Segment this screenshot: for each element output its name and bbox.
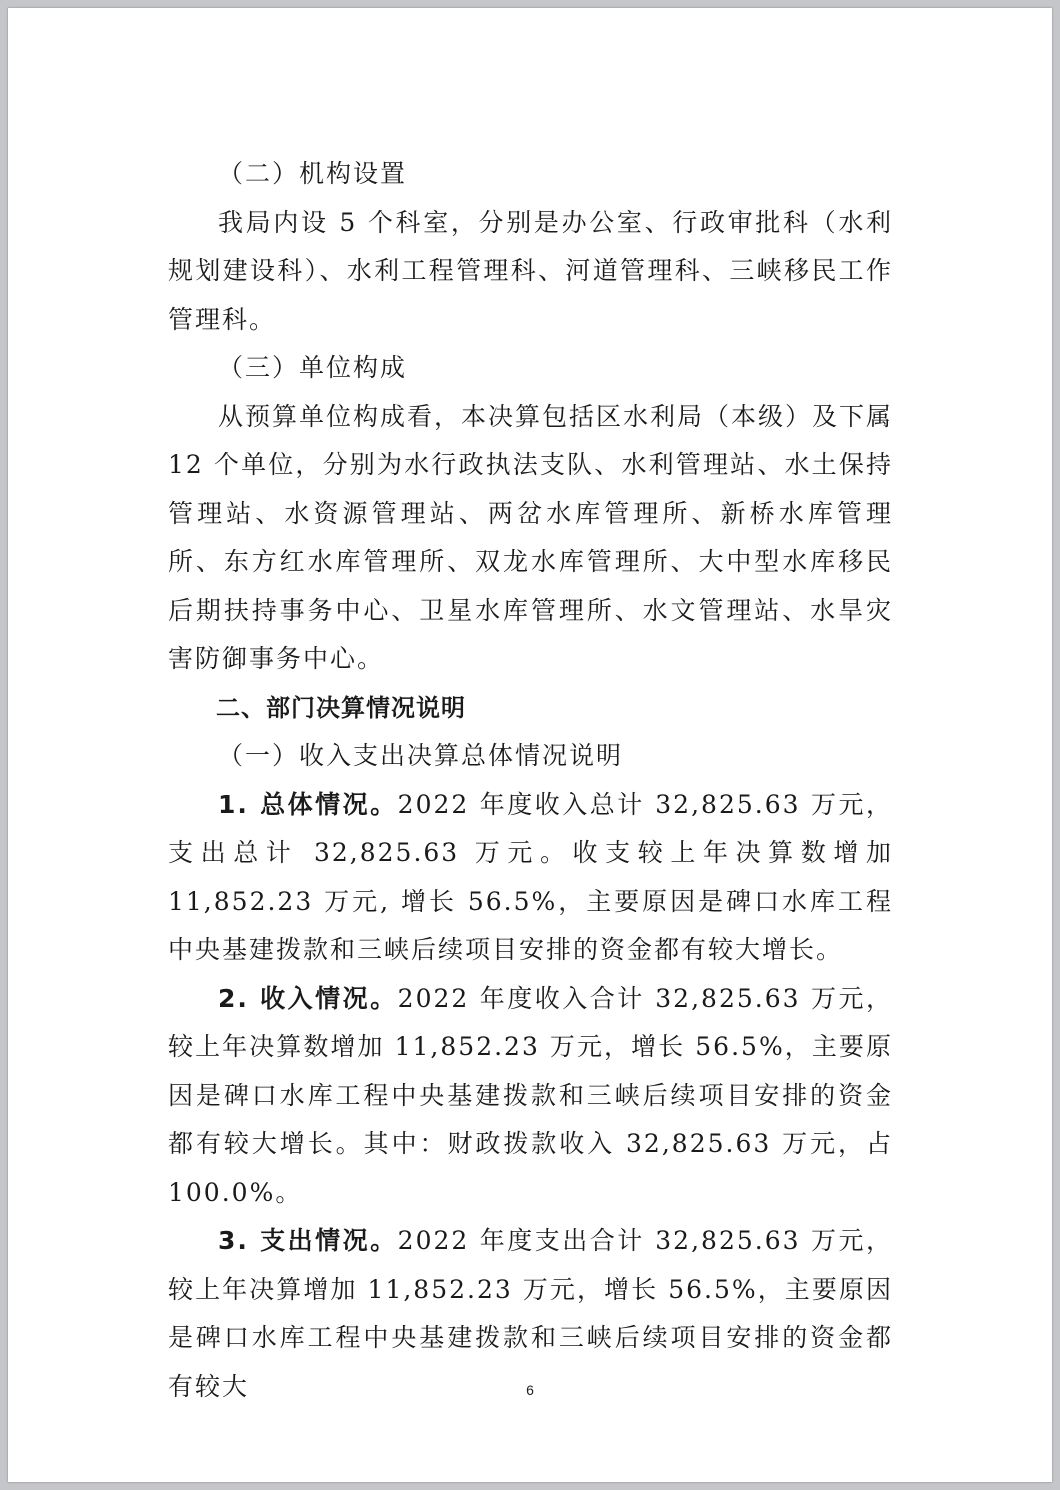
subsection-heading-income-expenditure: （一）收入支出决算总体情况说明 bbox=[218, 741, 624, 770]
page-number: 6 bbox=[526, 1382, 534, 1398]
text-income: 2022 年度收入合计 32,825.63 万元，较上年决算数增加 11,852.23 万元，增长 56.5%，主要原因是碑口水库工程中央基建拨款和三峡后续项目安排的资金都有较大增长。其中：财政拨款收入 32,825.63 万元，占 100.0%。 bbox=[168, 983, 893, 1207]
paragraph-organization: 我局内设 5 个科室，分别是办公室、行政审批科（水利规划建设科）、水利工程管理科、河道管理科、三峡移民工作管理科。 bbox=[168, 207, 893, 334]
section-heading-units: （三）单位构成 bbox=[218, 353, 408, 382]
lead-overall: 1. 总体情况。 bbox=[218, 789, 398, 819]
document-page bbox=[8, 8, 1052, 1482]
section-heading-organization: （二）机构设置 bbox=[218, 159, 408, 188]
document-body bbox=[168, 150, 893, 1411]
paragraph-units: 从预算单位构成看，本决算包括区水利局（本级）及下属 12 个单位，分别为水行政执法支队、水利管理站、水土保持管理站、水资源管理站、两岔水库管理所、新桥水库管理所、东方红水库管理所、双龙水库管理所、大中型水库移民后期扶持事务中心、卫星水库管理所、水文管理站、水旱灾害防御事务中心。 bbox=[168, 401, 894, 673]
text-overall: 2022 年度收入总计 32,825.63 万元，支出总计 32,825.63 万元。收支较上年决算数增加 11,852.23 万元, 增长 56.5%，主要原因是碑口水库工程中央基建拨款和三峡后续项目安排的资金都有较大增长。 bbox=[168, 789, 893, 964]
paragraph-income bbox=[168, 975, 893, 1218]
lead-expenditure: 3. 支出情况。 bbox=[218, 1226, 398, 1255]
paragraph-overall bbox=[168, 781, 893, 975]
part-heading-final-accounts: 二、部门决算情况说明 bbox=[216, 693, 466, 722]
lead-income: 2. 收入情况。 bbox=[218, 983, 398, 1013]
text-expenditure: 2022 年度支出合计 32,825.63 万元，较上年决算增加 11,852.23 万元，增长 56.5%，主要原因是碑口水库工程中央基建拨款和三峡后续项目安排的资金都有较大 bbox=[168, 1226, 893, 1401]
